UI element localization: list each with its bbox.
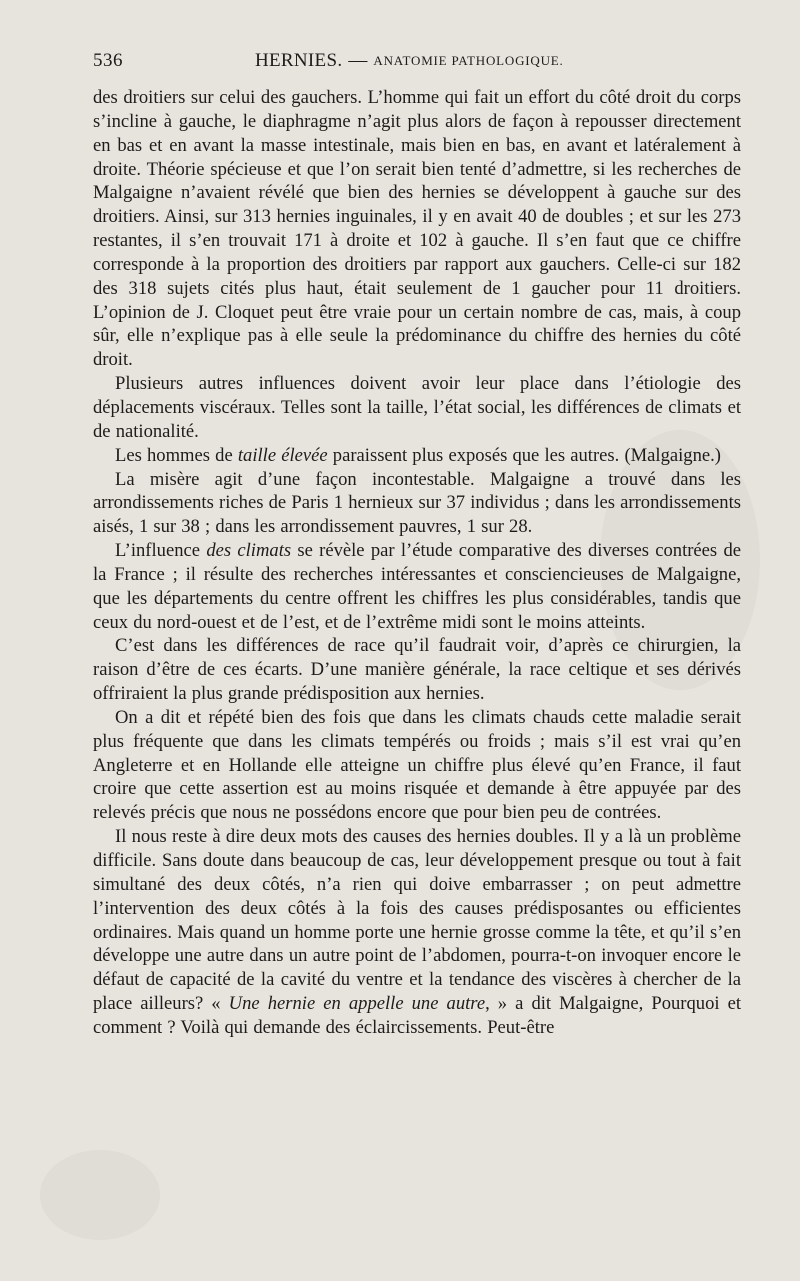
page-number: 536 [93, 50, 123, 71]
emphasis-text: des climats [206, 540, 292, 562]
emphasis-text: Une hernie en appelle une autre [228, 993, 486, 1015]
paragraph-text: se révèle par l’étude comparative des diverses contrées de la France ; il résulte des recherches intéressantes et consciencieuses de Malgaigne, que les départements du centre offrent les chiffres les plus considérables, tandis que ceux du nord-ouest et de l’est, et de l’extrême midi sont le moins atteints. [93, 540, 741, 633]
paragraph-text: L’influence [115, 540, 207, 562]
paragraph-text: paraissent plus exposés que les autres. (Malgaigne.) [327, 444, 721, 466]
body-text [93, 86, 741, 1216]
title-separator: — [348, 50, 368, 71]
paragraph-climats [93, 539, 741, 634]
paragraph-climats-chauds: On a dit et répété bien des fois que dans les climats chauds cette maladie serait plus fréquente que dans les climats tempérés ou froids ; mais s’il est vrai qu’en Angleterre et en Hollande elle atteigne un chiffre plus élevé qu’en France, il faut croire que cette assertion est au moins risquée et demande à être appuyée par des relevés précis que nous ne possédons encore que pour bien peu de contrées. [93, 706, 741, 824]
chapter-title: HERNIES. [255, 50, 343, 71]
paragraph-text: Il nous reste à dire deux mots des causes des hernies doubles. Il y a là un problème difficile. Sans doute dans beaucoup de cas, leur développement presque ou tout à fait simultané des deux côtés, n’a rien qui doive embarrasser ; on peut admettre l’intervention des deux côtés à la fois des causes prédisposantes ou efficientes ordinaires. Mais quand un homme porte une hernie grosse comme la tête, et qu’il s’en développe une autre dans un autre point de l’abdomen, pourra-t-on invoquer encore le défaut de capacité de la cavité du ventre et la tendance des viscères à chercher de la place ailleurs? « [93, 826, 741, 1015]
paragraph-race: C’est dans les différences de race qu’il faudrait voir, d’après ce chirurgien, la raison d’être de ces écarts. D’une manière générale, la race celtique et ses dérivés offriraient la plus grande prédisposition aux hernies. [93, 635, 741, 705]
running-title [255, 50, 564, 72]
section-title: ANATOMIE PATHOLOGIQUE. [373, 53, 564, 68]
paragraph-hernies-doubles [93, 825, 741, 1040]
paragraph-continuation: des droitiers sur celui des gauchers. L’homme qui fait un effort du côté droit du corps s’incline à gauche, le diaphragme n’agit plus alors de façon à repousser directement en bas et en avant la masse intestinale, mais bien en bas, en avant et latéralement à droite. Théorie spécieuse et que l’on serait bien tenté d’admettre, si les recherches de Malgaigne n’avaient révélé que bien des hernies se développent à gauche sur des droitiers. Ainsi, sur 313 hernies inguinales, il y en avait 40 de doubles ; et sur les 273 restantes, il s’en trouvait 171 à droite et 102 à gauche. Il s’en faut que ce chiffre corresponde à la proportion des droitiers par rapport aux gauchers. Celle-ci sur 182 des 318 sujets cités plus haut, était seulement de 1 gaucher pour 11 droitiers. L’opinion de J. Cloquet peut être vraie pour un certain nombre de cas, mais, à coup sûr, elle n’explique pas à elle seule la prédominance du chiffre des hernies du côté droit. [93, 87, 741, 371]
running-header [93, 50, 741, 76]
paragraph-influences: Plusieurs autres influences doivent avoir leur place dans l’étiologie des déplacements viscéraux. Telles sont la taille, l’état social, les différences de climats et de nationalité. [93, 373, 741, 442]
paragraph-text: , » a dit Malgaigne, Pourquoi et comment ? Voilà qui demande des éclaircissements. Peut-être [93, 993, 742, 1038]
paragraph-taille [93, 444, 741, 468]
emphasis-text: taille élevée [237, 444, 328, 466]
paragraph-text: Les hommes de [115, 444, 238, 466]
paragraph-misere: La misère agit d’une façon incontestable. Malgaigne a trouvé dans les arrondissements riches de Paris 1 hernieux sur 37 individus ; dans les arrondissements aisés, 1 sur 38 ; dans les arrondissement pauvres, 1 sur 28. [93, 468, 741, 538]
